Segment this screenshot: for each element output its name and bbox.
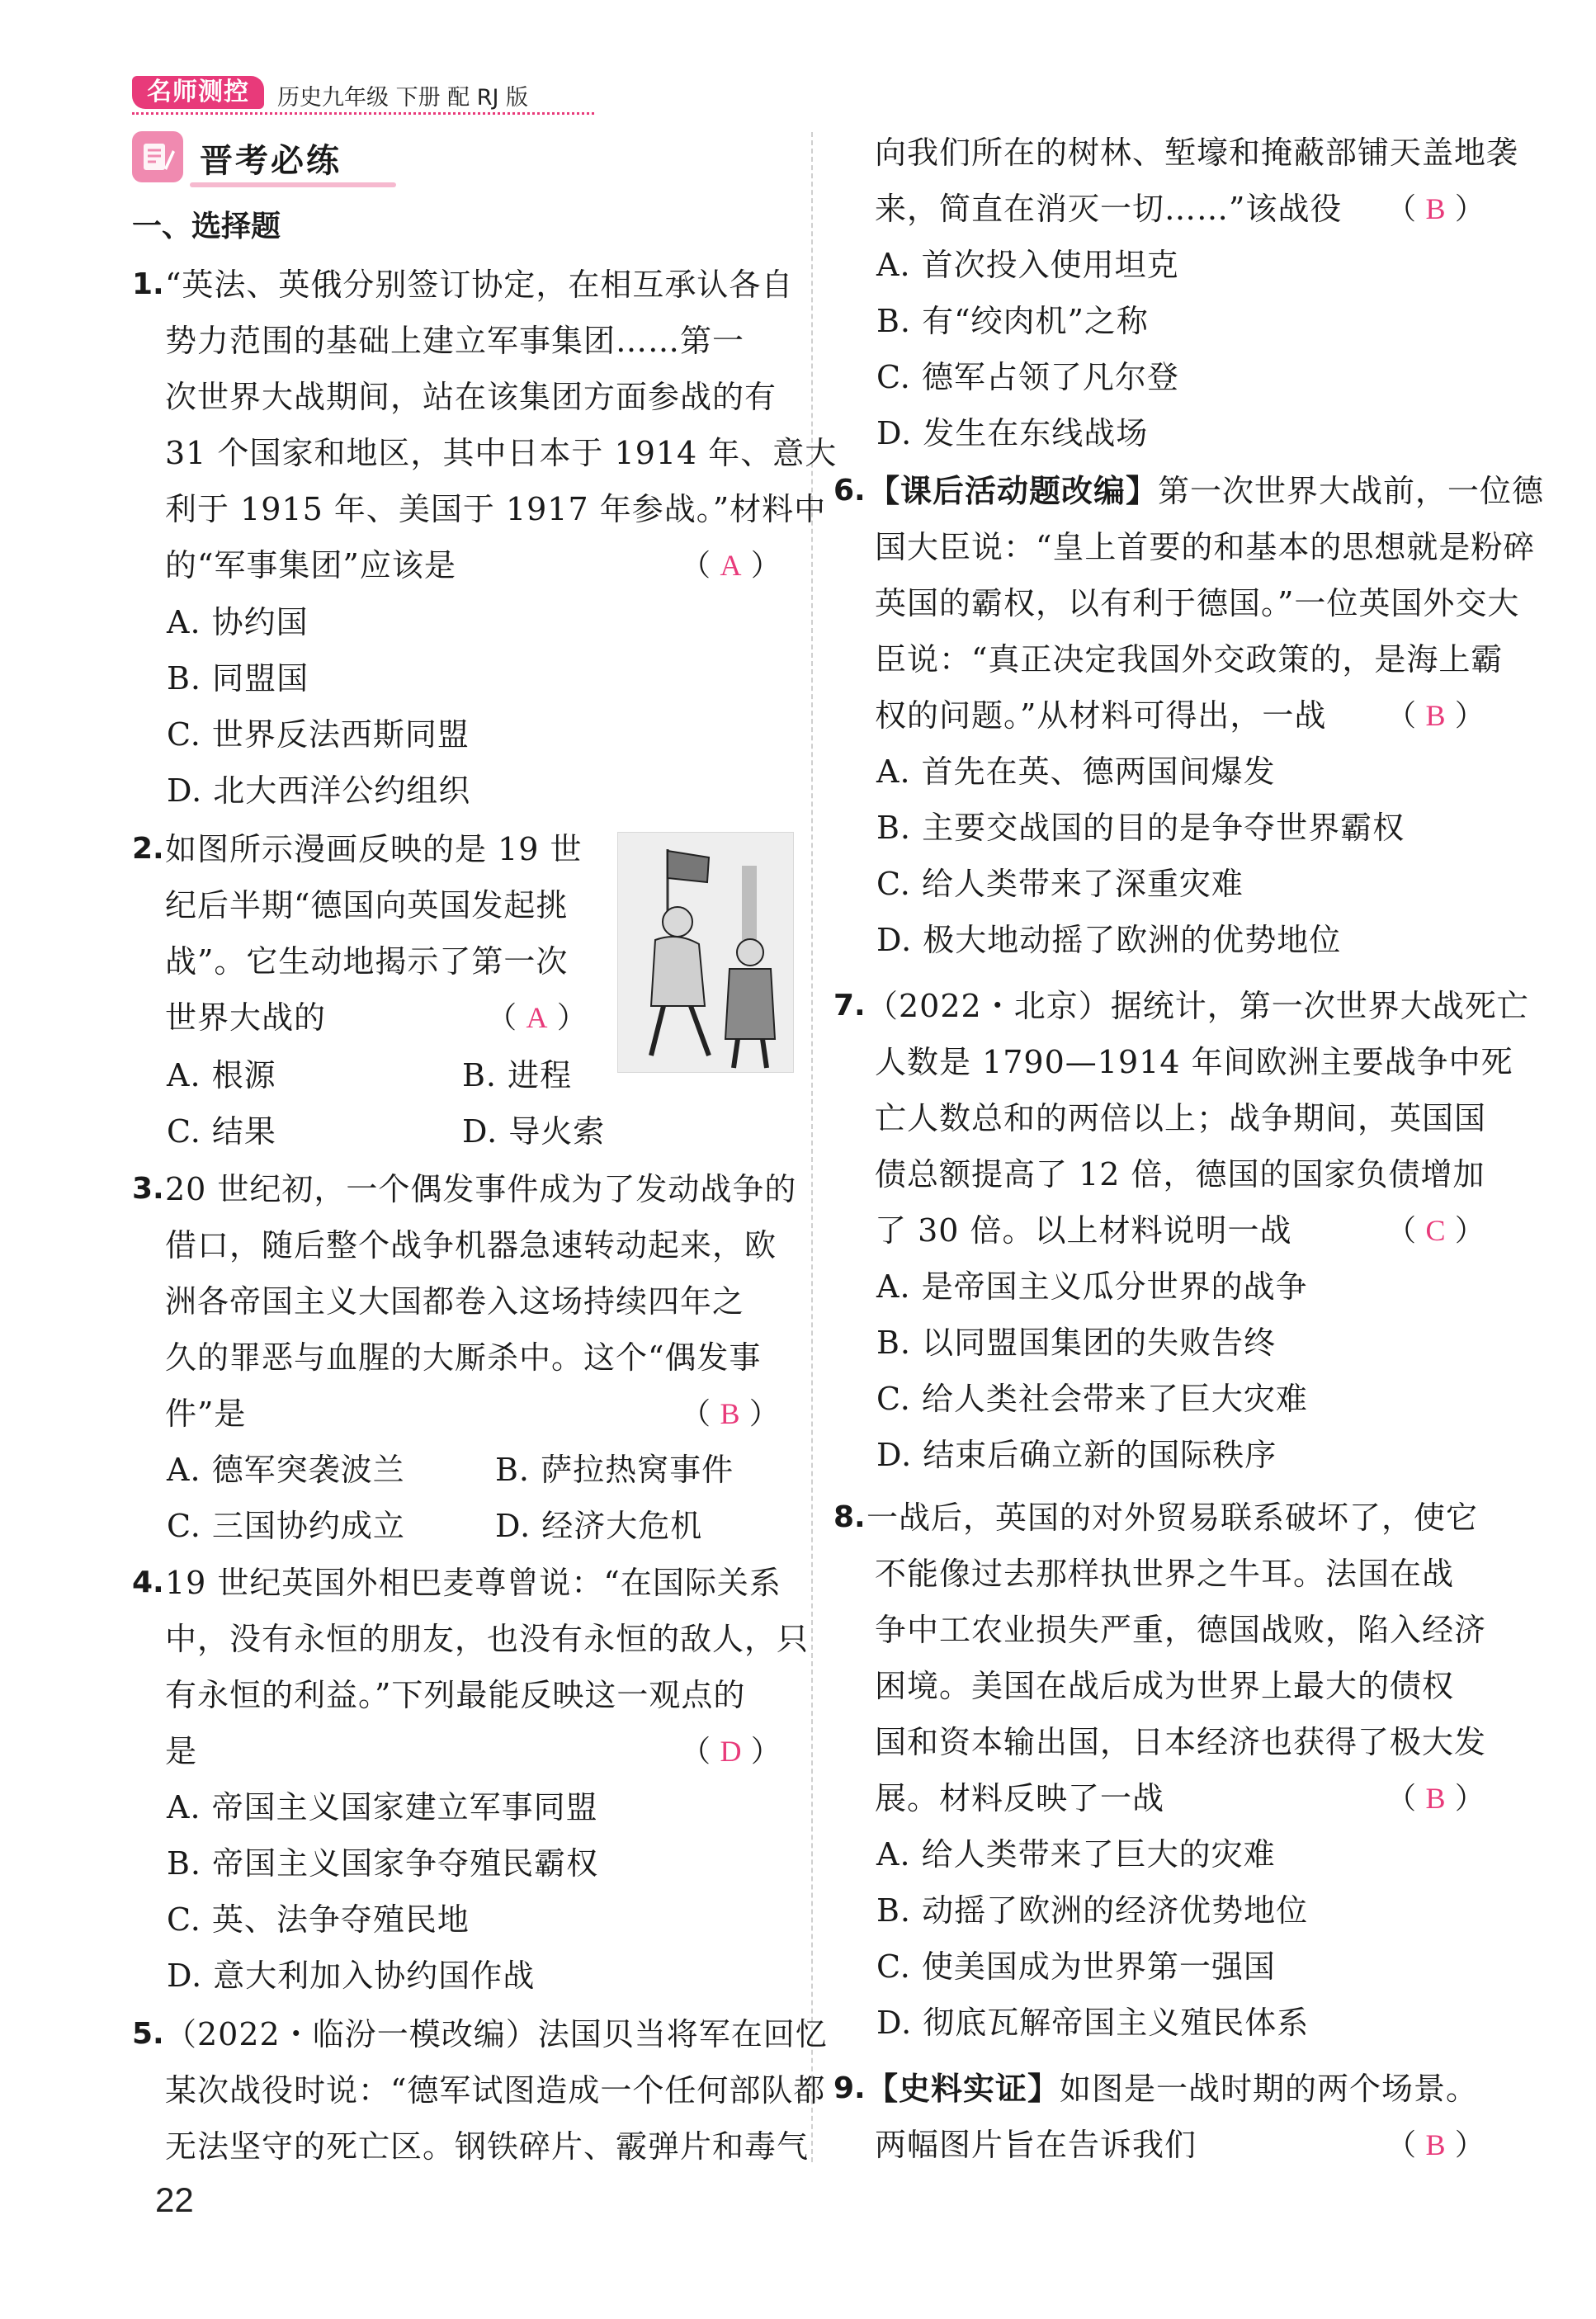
answer-bracket: （ B ） bbox=[1386, 699, 1485, 733]
brand-logo: 名师测控 bbox=[132, 76, 264, 109]
answer-bracket: （ B ） bbox=[681, 1397, 779, 1431]
question-text: 31 个国家和地区，其中日本于 1914 年、意大 bbox=[165, 435, 838, 471]
question-text: 两幅图片旨在告诉我们 bbox=[875, 2127, 1197, 2163]
question-text: （2022・临汾一模改编）法国贝当将军在回忆 bbox=[165, 2016, 828, 2052]
section-banner bbox=[132, 128, 404, 194]
question-number: 3. bbox=[132, 1172, 164, 1206]
answer-bracket: （ D ） bbox=[681, 1735, 781, 1769]
question-text: 借口，随后整个战争机器急速转动起来，欧 bbox=[165, 1227, 777, 1263]
option: C. 三国协约成立 bbox=[167, 1508, 405, 1544]
question-text: 国大臣说：“皇上首要的和基本的思想就是粉碎 bbox=[875, 529, 1536, 565]
option: A. 首先在英、德两国间爆发 bbox=[876, 753, 1276, 790]
answer-letter: B bbox=[1425, 192, 1446, 225]
question-text: 的“军事集团”应该是 bbox=[165, 547, 456, 583]
answer-letter: A bbox=[720, 549, 742, 582]
option: C. 结果 bbox=[167, 1113, 276, 1150]
option: D. 极大地动摇了欧洲的优势地位 bbox=[876, 922, 1342, 958]
option: A. 帝国主义国家建立军事同盟 bbox=[167, 1789, 598, 1825]
option: C. 英、法争夺殖民地 bbox=[167, 1901, 470, 1938]
question-number: 4. bbox=[132, 1566, 164, 1599]
option: B. 进程 bbox=[462, 1057, 573, 1093]
option: B. 有“绞肉机”之称 bbox=[876, 303, 1149, 339]
answer-letter: B bbox=[720, 1397, 740, 1430]
option: B. 同盟国 bbox=[167, 660, 309, 697]
question-text: 争中工农业损失严重，德国战败，陷入经济 bbox=[875, 1612, 1487, 1648]
question-text: 困境。美国在战后成为世界上最大的债权 bbox=[875, 1668, 1455, 1704]
option: A. 根源 bbox=[167, 1057, 276, 1093]
section-heading: 一、选择题 bbox=[132, 210, 281, 243]
question-text: 英国的霸权，以有利于德国。”一位英国外交大 bbox=[875, 585, 1520, 621]
question-number: 2. bbox=[132, 832, 164, 866]
question-text: 世界大战的 bbox=[165, 999, 327, 1036]
question-text: 人数是 1790—1914 年间欧洲主要战争中死 bbox=[875, 1044, 1513, 1080]
question-text-inline: 第一次世界大战前，一位德 bbox=[1158, 473, 1545, 509]
question-number: 5. bbox=[132, 2017, 164, 2051]
option: D. 发生在东线战场 bbox=[876, 415, 1149, 451]
question-text: 是 bbox=[165, 1733, 198, 1769]
question-text: “英法、英俄分别签订协定，在相互承认各自 bbox=[165, 267, 794, 303]
question-text: 亡人数总和的两倍以上；战争期间，英国国 bbox=[875, 1100, 1487, 1136]
question-text: 中，没有永恒的朋友，也没有永恒的敌人，只 bbox=[165, 1621, 810, 1657]
question-text: 了 30 倍。以上材料说明一战 bbox=[875, 1212, 1292, 1249]
question-number: 6. bbox=[833, 474, 866, 508]
option: D. 导火索 bbox=[462, 1113, 606, 1150]
answer-bracket: （ C ） bbox=[1386, 1214, 1485, 1248]
question-text: 势力范围的基础上建立军事集团……第一 bbox=[165, 323, 745, 359]
option: A. 德军突袭波兰 bbox=[167, 1452, 405, 1488]
subject-label: 历史九年级 下册 配 RJ 版 bbox=[277, 85, 529, 111]
question-text: 战”。它生动地揭示了第一次 bbox=[165, 943, 569, 980]
option: A. 是帝国主义瓜分世界的战争 bbox=[876, 1268, 1308, 1305]
question-text: 国和资本输出国，日本经济也获得了极大发 bbox=[875, 1724, 1487, 1760]
question-text: 债总额提高了 12 倍，德国的国家负债增加 bbox=[875, 1156, 1485, 1193]
question-tag: 【史料实证】 bbox=[866, 2071, 1060, 2107]
question-text: 纪后半期“德国向英国发起挑 bbox=[165, 887, 569, 923]
question-text: 无法坚守的死亡区。钢铁碎片、霰弹片和毒气 bbox=[165, 2128, 810, 2165]
option: B. 动摇了欧洲的经济优势地位 bbox=[876, 1892, 1309, 1929]
question-number: 7. bbox=[833, 989, 866, 1023]
answer-letter: A bbox=[526, 1001, 548, 1034]
question-text: 如图所示漫画反映的是 19 世 bbox=[165, 831, 583, 867]
question-text: 19 世纪英国外相巴麦尊曾说：“在国际关系 bbox=[165, 1565, 781, 1601]
question-text: 展。材料反映了一战 bbox=[875, 1780, 1165, 1816]
question-text: 权的问题。”从材料可得出，一战 bbox=[875, 697, 1327, 734]
answer-bracket: （ B ） bbox=[1386, 192, 1485, 226]
answer-letter: B bbox=[1425, 1782, 1446, 1815]
question-text bbox=[868, 472, 1544, 510]
question-text: 有永恒的利益。”下列最能反映这一观点的 bbox=[165, 1677, 746, 1713]
option: C. 给人类带来了深重灾难 bbox=[876, 866, 1244, 902]
question-number: 1. bbox=[132, 267, 164, 301]
question-text bbox=[866, 2070, 1478, 2108]
section-title: 晋考必练 bbox=[200, 142, 342, 180]
answer-bracket: （ B ） bbox=[1386, 1782, 1485, 1816]
option: B. 主要交战国的目的是争夺世界霸权 bbox=[876, 810, 1405, 846]
option: C. 德军占领了凡尔登 bbox=[876, 359, 1179, 395]
answer-letter: B bbox=[1425, 2128, 1446, 2161]
option: B. 帝国主义国家争夺殖民霸权 bbox=[167, 1845, 599, 1882]
question-text: 久的罪恶与血腥的大厮杀中。这个“偶发事 bbox=[165, 1339, 762, 1376]
question-number: 8. bbox=[833, 1500, 866, 1534]
option: C. 给人类社会带来了巨大灾难 bbox=[876, 1381, 1308, 1417]
answer-letter: D bbox=[720, 1735, 742, 1768]
option: C. 世界反法西斯同盟 bbox=[167, 716, 470, 753]
option: D. 彻底瓦解帝国主义殖民体系 bbox=[876, 2005, 1310, 2041]
question-number: 9. bbox=[833, 2071, 866, 2105]
option: A. 首次投入使用坦克 bbox=[876, 247, 1179, 283]
answer-bracket: （ A ） bbox=[681, 549, 781, 583]
question-text: 次世界大战期间，站在该集团方面参战的有 bbox=[165, 379, 777, 415]
question-text: 向我们所在的树林、堑壕和掩蔽部铺天盖地袭 bbox=[875, 135, 1519, 171]
question-text: （2022・北京）据统计，第一次世界大战死亡 bbox=[866, 988, 1529, 1024]
answer-letter: C bbox=[1425, 1214, 1446, 1247]
question-text: 利于 1915 年、美国于 1917 年参战。”材料中 bbox=[165, 491, 827, 527]
question-text: 某次战役时说：“德军试图造成一个任何部队都 bbox=[165, 2072, 826, 2109]
option: D. 经济大危机 bbox=[495, 1508, 703, 1544]
question-text-inline: 如图是一战时期的两个场景。 bbox=[1060, 2071, 1479, 2107]
option: D. 结束后确立新的国际秩序 bbox=[876, 1437, 1277, 1473]
answer-letter: B bbox=[1425, 699, 1446, 732]
option: C. 使美国成为世界第一强国 bbox=[876, 1948, 1276, 1985]
option: A. 协约国 bbox=[167, 604, 309, 640]
question-text: 不能像过去那样执世界之牛耳。法国在战 bbox=[875, 1556, 1455, 1592]
question-text: 臣说：“真正决定我国外交政策的，是海上霸 bbox=[875, 641, 1504, 678]
answer-bracket: （ B ） bbox=[1386, 2128, 1485, 2162]
question-text: 洲各帝国主义大国都卷入这场持续四年之 bbox=[165, 1283, 745, 1320]
option: D. 北大西洋公约组织 bbox=[167, 772, 471, 809]
cartoon-image bbox=[617, 832, 794, 1073]
option: B. 以同盟国集团的失败告终 bbox=[876, 1325, 1277, 1361]
title-underline bbox=[190, 182, 396, 187]
option: D. 意大利加入协约国作战 bbox=[167, 1958, 536, 1994]
question-tag: 【课后活动题改编】 bbox=[868, 473, 1159, 509]
pencil-note-icon bbox=[132, 131, 183, 182]
option: B. 萨拉热窝事件 bbox=[495, 1452, 734, 1488]
question-text: 一战后，英国的对外贸易联系破坏了，使它 bbox=[866, 1500, 1479, 1536]
option: A. 给人类带来了巨大的灾难 bbox=[876, 1836, 1276, 1873]
answer-bracket: （ A ） bbox=[487, 1001, 587, 1035]
page-number: 22 bbox=[155, 2180, 194, 2219]
question-text: 20 世纪初，一个偶发事件成为了发动战争的 bbox=[165, 1171, 797, 1207]
page-header bbox=[132, 76, 594, 112]
question-text: 来，简直在消灭一切……”该战役 bbox=[875, 191, 1343, 227]
header-divider bbox=[132, 112, 594, 115]
question-text: 件”是 bbox=[165, 1396, 247, 1432]
